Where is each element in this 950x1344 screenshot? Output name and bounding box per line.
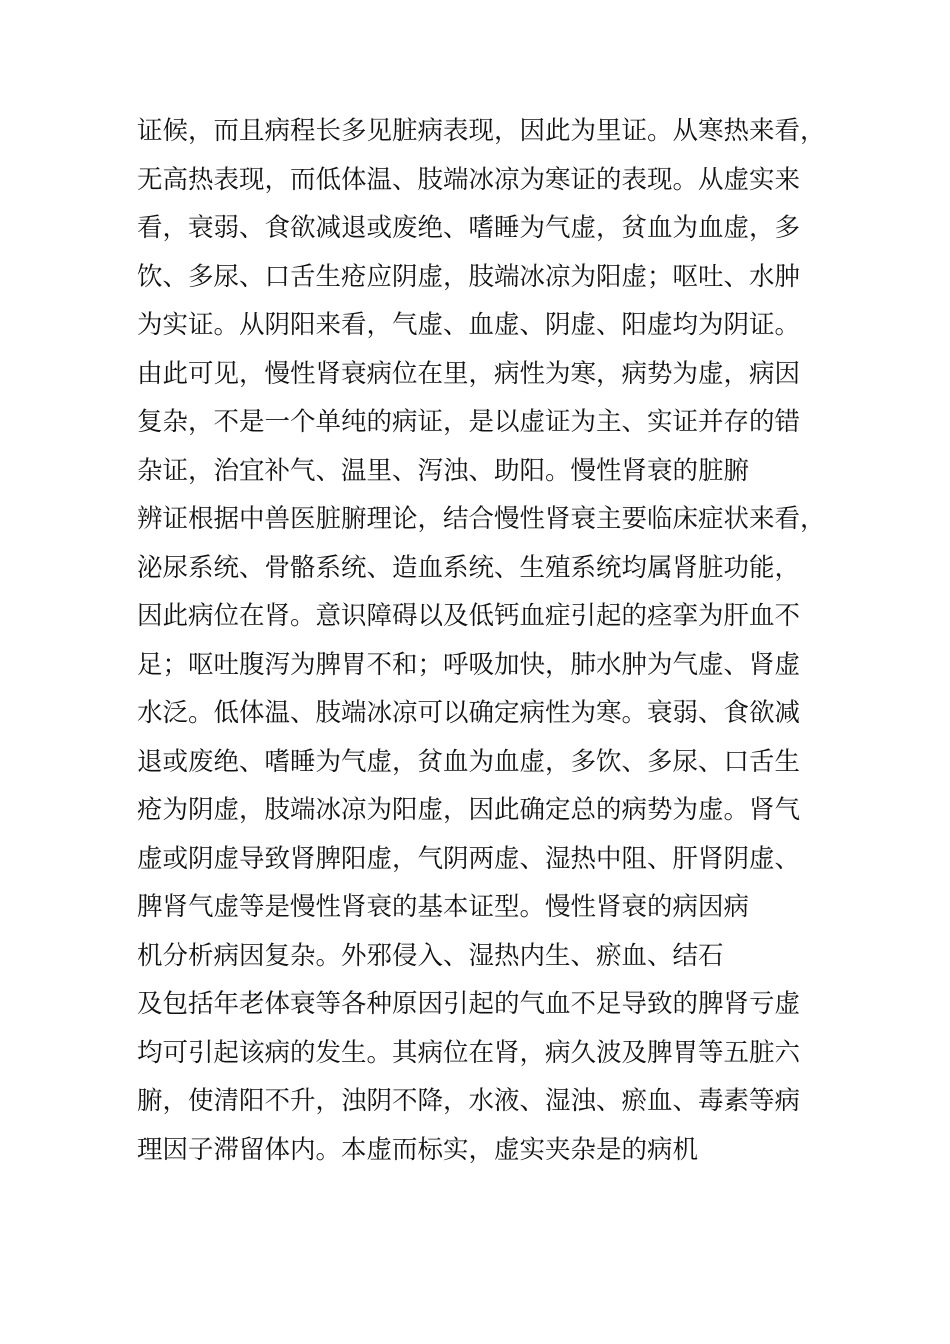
text-line: 疮为阴虚，肢端冰凉为阳虚，因此确定总的病势为虚。肾气 <box>137 795 801 825</box>
text-line: 脾肾气虚等是慢性肾衰的基本证型。慢性肾衰的病因病 <box>137 892 750 922</box>
text-line: 复杂，不是一个单纯的病证，是以虚证为主、实证并存的错 <box>137 407 801 437</box>
text-line: 辨证根据中兽医脏腑理论，结合慢性肾衰主要临床症状来看， <box>137 504 826 534</box>
text-line: 机分析病因复杂。外邪侵入、湿热内生、瘀血、结石 <box>137 940 724 971</box>
text-line: 泌尿系统、骨骼系统、造血系统、生殖系统均属肾脏功能， <box>137 552 801 583</box>
text-line: 无高热表现，而低体温、肢端冰凉为寒证的表现。从虚实来 <box>137 164 801 195</box>
text-line: 证候，而且病程长多见脏病表现，因此为里证。从寒热来看， <box>137 116 826 146</box>
text-line: 饮、多尿、口舌生疮应阴虚，肢端冰凉为阳虚；呕吐、水肿 <box>137 261 801 292</box>
text-line: 均可引起该病的发生。其病位在肾，病久波及脾胃等五脏六 <box>137 1037 801 1068</box>
text-line: 虚或阴虚导致肾脾阳虚，气阴两虚、湿热中阻、肝肾阴虚、 <box>137 843 801 874</box>
text-line: 水泛。低体温、肢端冰凉可以确定病性为寒。衰弱、食欲减 <box>137 698 801 728</box>
text-line: 理因子滞留体内。本虚而标实，虚实夹杂是的病机 <box>137 1134 699 1165</box>
text-line: 及包括年老体衰等各种原因引起的气血不足导致的脾肾亏虚 <box>137 989 801 1019</box>
text-line: 因此病位在肾。意识障碍以及低钙血症引起的痉挛为肝血不 <box>137 601 801 631</box>
text-line: 为实证。从阴阳来看，气虚、血虚、阴虚、阳虚均为阴证。 <box>137 310 801 340</box>
text-line: 腑，使清阳不升，浊阴不降，水液、湿浊、瘀血、毒素等病 <box>137 1086 801 1116</box>
text-line: 看，衰弱、食欲减退或废绝、嗜睡为气虚，贫血为血虚，多 <box>137 213 801 243</box>
body-text <box>137 107 837 1174</box>
text-line: 退或废绝、嗜睡为气虚，贫血为血虚，多饮、多尿、口舌生 <box>137 746 801 777</box>
text-line: 杂证，治宜补气、温里、泻浊、助阳。慢性肾衰的脏腑 <box>137 455 750 486</box>
text-line: 由此可见，慢性肾衰病位在里，病性为寒，病势为虚，病因 <box>137 358 801 389</box>
text-line: 足；呕吐腹泻为脾胃不和；呼吸加快，肺水肿为气虚、肾虚 <box>137 649 801 680</box>
